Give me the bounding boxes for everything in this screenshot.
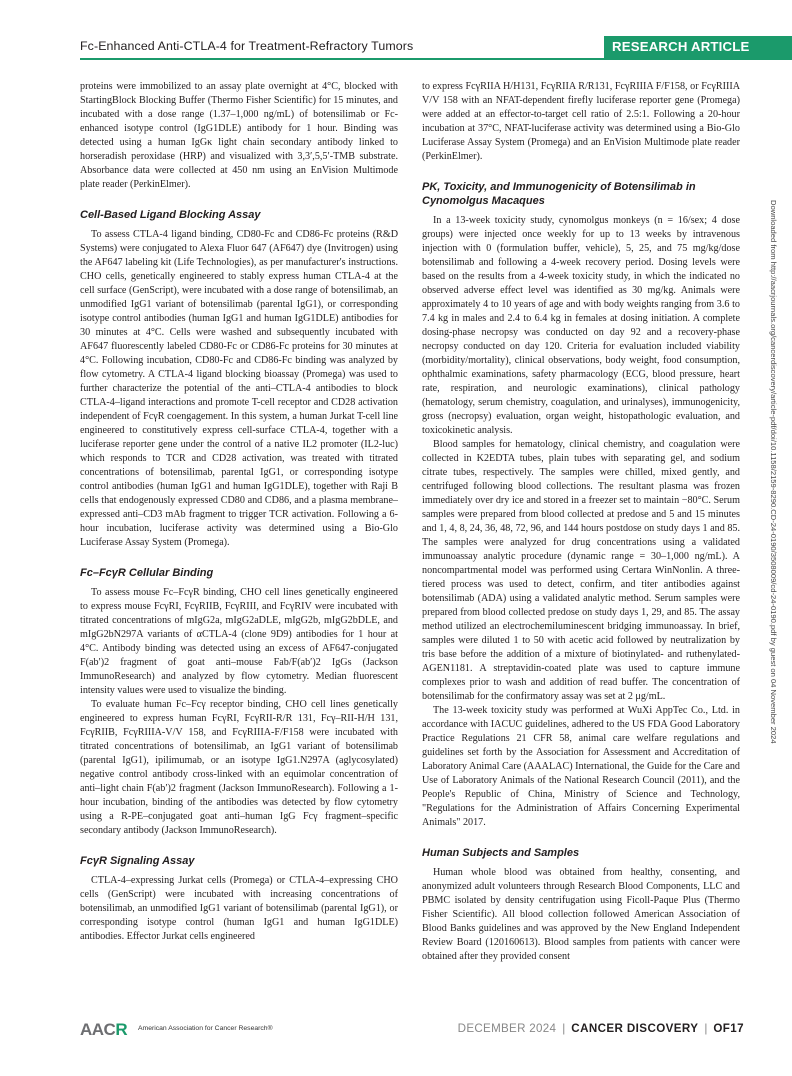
download-note: Downloaded from http://aacrjournals.org/cancerdiscovery/article-pdf/doi/10.1158/2159-8290.CD-24-0190/3508009/cd-24-0190.pdf by guest on 04 November 2024: [769, 200, 778, 744]
logo-text: AAC: [80, 1020, 116, 1039]
heading-fc-fcgr-binding: Fc–FcγR Cellular Binding: [80, 567, 214, 579]
paragraph-intro: proteins were immobilized to an assay plate overnight at 4°C, blocked with StartingBlock Blocking Buffer (Thermo Fisher Scientific) for 15 minutes, and incubated with a dose range (1.37–1,000 ng/mL) of botensilimab or Fc-enhanced isotype control (IgG1DLE) antibody for 1 hour. Binding was detected using a human IgGκ light chain secondary antibody linked to horseradish peroxidase (HRP) and visualized with 3,3′,5,5′-TMB substrate. Absorbance data were collected at 450 nm using an EnVision Multimode plate reader (PerkinElmer).: [80, 81, 398, 190]
paragraph-pk-3: The 13-week toxicity study was performed at WuXi AppTec Co., Ltd. in accordance with IACUC guidelines, adhered to the US FDA Good Laboratory Practice Regulations 21 CFR 58, animal care welfare regulations and guidelines set forth by the Association for Assessment and Accreditation of Laboratory Animal Care (AAALAC) International, the Guide for the Care and Use of Laboratory Animals of the National Research Council (2011), and the People's Republic of China, Ministry of Science and Technology, "Regulations for the Administration of Affairs Concerning Experimental Animals" 2017.: [422, 705, 740, 828]
heading-fcgr-signaling: FcγR Signaling Assay: [80, 855, 195, 867]
paragraph-cell-based: To assess CTLA-4 ligand binding, CD80-Fc and CD86-Fc proteins (R&D Systems) were conjugated to Alexa Fluor 647 (AF647) dye (Invitrogen) using the AF647 labeling kit (Life Technologies), as per manufacturer's instructions. CHO cells, genetically engineered to stably express human CTLA-4 at the cell surface (GenScript), were incubated with a dose range of botensilimab, an unmodified IgG1 variant of botensilimab (parental IgG1), or corresponding isotype control antibodies (human IgG1 and human IgG1DLE) antibodies for 30 minutes at 4°C. Cells were washed and subsequently incubated with AF647 fluorescently labeled CD80-Fc or CD86-Fc proteins for 30 minutes at 4°C. Following incubation, CD80-Fc and CD86-Fc binding was analyzed by flow cytometry. A CTLA-4 ligand blocking bioassay (Promega) was used to further characterize the potential of the anti–CTLA-4 antibodies to block CTLA-4–ligand interactions and promote T-cell receptor and CD28 activation independent of FcγR coengagement. In this system, a human Jurkat T-cell line engineered to constitutively express cell-surface CTLA-4, together with a luciferase reporter gene under the control of a native IL2 promoter (IL2-luc) which responds to TCR and CD28 activation, was treated with titrated concentrations of botensilimab, parental IgG1, or corresponding isotype control antibodies (human IgG1 and human IgG1DLE), together with Raji B cells that endogenously expressed CD80 and CD86, and a plasma membrane–expressed anti–CD3 mAb fragment to trigger TCR activation. Following a 6-hour incubation, luciferase activity was determined using a Bio-Glo Luciferase Assay System (Promega).: [80, 229, 398, 548]
left-column: [80, 80, 398, 944]
footer-separator: |: [704, 1022, 708, 1035]
header-rule: [80, 58, 792, 60]
footer-separator: |: [562, 1022, 566, 1035]
footer: [80, 1020, 744, 1040]
paragraph-fcgr-signaling: CTLA-4–expressing Jurkat cells (Promega) or CTLA-4–expressing CHO cells (GenScript) were incubated with increasing concentrations of botensilimab, an unmodified IgG1 variant of botensilimab (parental IgG1), or corresponding isotype control (human IgG1 and human IgG1DLE) antibodies. Effector Jurkat cells engineered: [80, 875, 398, 942]
running-title: Fc-Enhanced Anti-CTLA-4 for Treatment-Refractory Tumors: [80, 39, 414, 53]
heading-human-subjects: Human Subjects and Samples: [422, 847, 580, 859]
paragraph-fc-fcgr-2: To evaluate human Fc–Fcγ receptor binding, CHO cell lines genetically engineered to express human FcγRI, FcγRII-R/R 131, Fcγ–RII-H/H 131, FcγRIIB, FcγRIIIA-V/V 158, and FcγRIIIA-F/F158 were incubated with titrated concentrations of botensilimab, an IgG1 variant of botensilimab (parental IgG1), ipilimumab, or an isotype IgG1.N297A (aglycosylated) negative control antibody cross-linked with an equimolar concentration of anti–light chain F(ab′)2 fragment (Jackson ImmunoResearch). Following a 1-hour incubation, binding of the antibodies was detected by flow cytometry using a R-PE–conjugated goat anti–human IgG Fcγ fragment–specific secondary antibody (Jackson ImmunoResearch).: [80, 699, 398, 836]
aacr-logo: [80, 1020, 127, 1040]
page-number: OF17: [713, 1022, 744, 1035]
heading-cell-based-ligand-blocking: Cell-Based Ligand Blocking Assay: [80, 209, 261, 221]
paragraph-pk-2: Blood samples for hematology, clinical chemistry, and coagulation were collected in K2EDTA tubes, plain tubes with separating gel, and sodium citrate tubes, respectively. The samples were chilled, mixed gently, and centrifuged following blood collections. The resultant plasma was frozen immediately over dry ice and stored in a freezer set to maintain −80°C. Serum samples were prepared from blood collected at predose and 5 and 15 minutes and 1, 4, 8, 24, 36, 48, 72, 96, and 144 hours postdose on study days 1 and 85. The samples were analyzed for drug concentrations using a validated immunoassay analytic procedure (dynamic range = 30–1,000 ng/mL). A noncompartmental model was performed using Certara WinNonlin. A three-tiered process was used to detect, confirm, and titer antibodies against botensilimab (ADA) using a validated analytic method. Serum samples were prepared from blood collected predose on study days 1, 29, and 85. The assay method utilized an electrochemiluminescent bridging immunoassay. In brief, samples were diluted 1 to 50 with acetic acid followed by neutralization by tris base before the addition of a mixture of biotinylated- and ruthenylated-AGEN1181. A streptavidin-coated plate was used to capture immune complexes prior to wash and addition of read buffer. The concentration of botensilimab for the confirmatory assay was set at 2 μg/mL.: [422, 439, 740, 702]
logo-accent-text: R: [115, 1020, 128, 1039]
paragraph-human-subjects: Human whole blood was obtained from healthy, consenting, and anonymized adult volunteers through Research Blood Components, LLC and PBMC isolated by density centrifugation using Ficoll-Paque Plus (Thermo Fisher Scientific). All blood collection followed American Association of Blood Banks guidelines and was approved by the New England Independent Review Board (120160613). Blood samples from patients with cancer were obtained after they provided consent: [422, 867, 740, 962]
paragraph-fc-fcgr-1: To assess mouse Fc–FcγR binding, CHO cell lines genetically engineered to express mouse FcγRI, FcγRIIB, FcγRIII, and FcγRIV were incubated with titrated concentrations of mIgG2a, mIgG2aDLE, mIgG2b, mIgG2bDLE, and mIgG2bN297A variants of αCTLA-4 (clone 9D9) antibodies for 1 hour at 4°C. Antibody binding was detected using an excess of AF647-conjugated F(ab′)2 fragment of goat anti–mouse Fab/F(ab′)2 IgGs (Jackson ImmunoResearch) and analyzed by flow cytometry. Median fluorescent intensity values were used to visualize the binding.: [80, 587, 398, 696]
issue-month: DECEMBER 2024: [457, 1022, 557, 1035]
paragraph-pk-1: In a 13-week toxicity study, cynomolgus monkeys (n = 16/sex; 4 dose groups) were injected once weekly for up to 13 weeks by intravenous injection with 0 (formulation buffer, vehicle), 5, 25, and 75 mg/kg/dose botensilimab and following a 4-week recovery period. Dosing levels were based on the results from a 4-week toxicity study, in which the indicated no observed adverse effect level was identified as 30 mg/kg. Animals were approximately 4 to 10 years of age and with body weights ranging from 3.6 to 7.4 kg in males and 2.4 to 6.4 kg in females at dosing initiation. A complete dosing-phase necropsy was conducted on day 92 and a recovery-phase necropsy conducted on day 120. Criteria for evaluation included viability (morbidity/mortality), clinical observations, body weight, food consumption, ophthalmic examinations, safety pharmacology (ECG, blood pressure, heart rate, respiration, and neurologic examinations), clinical pathology (hematology, serum chemistry, coagulation, and urinalyses), immunogenicity, gross (necropsy) evaluation, organ weight, histopathologic evaluation, and toxicokinetic analysis.: [422, 215, 740, 436]
right-column: [422, 80, 740, 964]
footer-citation: [458, 1022, 744, 1035]
paragraph-continued: to express FcγRIIA H/H131, FcγRIIA R/R131, FcγRIIIA F/F158, or FcγRIIIA V/V 158 with an NFAT-dependent firefly luciferase reporter gene (Promega) were added at an effector-to-target cell ratio of 2.5:1. Following a 20-hour incubation at 37°C, NFAT-luciferase activity was determined using a Bio-Glo Luciferase Assay System (Promega) and an EnVision Multimode plate reader (PerkinElmer).: [422, 81, 740, 162]
association-name: American Association for Cancer Research®: [138, 1025, 273, 1032]
section-tag: RESEARCH ARTICLE: [604, 36, 792, 58]
journal-name: CANCER DISCOVERY: [571, 1022, 699, 1035]
heading-pk-toxicity: PK, Toxicity, and Immunogenicity of Botensilimab in Cynomolgus Macaques: [422, 181, 696, 207]
download-sidebar: [766, 200, 780, 920]
